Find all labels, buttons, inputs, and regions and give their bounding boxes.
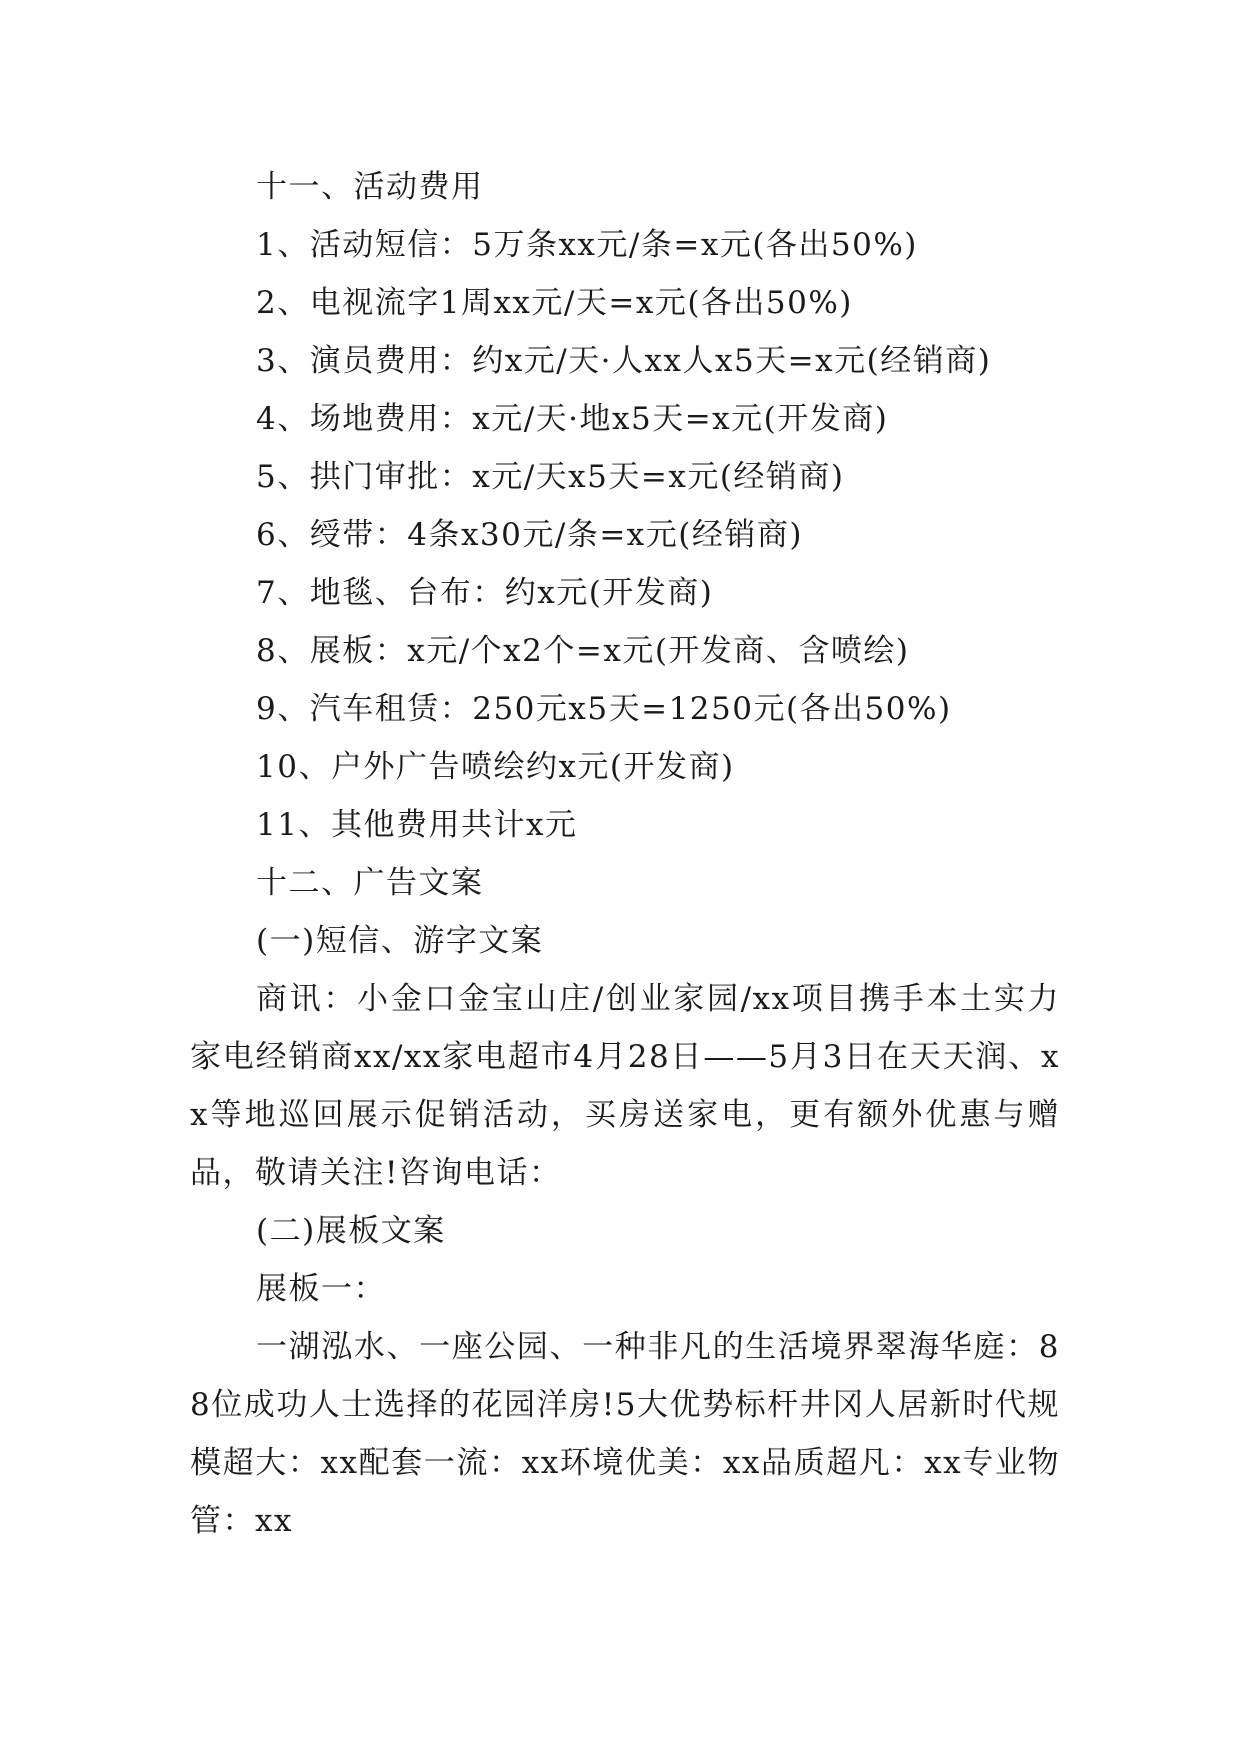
- cost-item-9: 9、汽车租赁：250元x5天=1250元(各出50%): [256, 691, 952, 727]
- cost-item-4: 4、场地费用：x元/天·地x5天=x元(开发商): [256, 401, 889, 437]
- board-one-paragraph: 一湖泓水、一座公园、一种非凡的生活境界翠海华庭：88位成功人士选择的花园洋房!5大优势标杆井冈人居新时代规模超大：xx配套一流：xx环境优美：xx品质超凡：xx专业物管：xx: [190, 1329, 1060, 1539]
- cost-item-1: 1、活动短信：5万条xx元/条=x元(各出50%): [256, 227, 918, 263]
- cost-item-8: 8、展板：x元/个x2个=x元(开发商、含喷绘): [256, 633, 910, 669]
- subheading-board-copy: (二)展板文案: [256, 1213, 446, 1249]
- cost-item-11: 11、其他费用共计x元: [256, 807, 578, 843]
- cost-item-5: 5、拱门审批：x元/天x5天=x元(经销商): [256, 459, 845, 495]
- board-one-label: 展板一：: [256, 1271, 386, 1307]
- cost-item-7: 7、地毯、台布：约x元(开发商): [256, 575, 714, 611]
- cost-item-10: 10、户外广告喷绘约x元(开发商): [256, 749, 735, 785]
- document-body: [190, 158, 1060, 1550]
- cost-item-6: 6、绶带：4条x30元/条=x元(经销商): [256, 517, 803, 553]
- section-heading-activity-costs: 十一、活动费用: [256, 169, 484, 205]
- sms-copy-paragraph: 商讯：小金口金宝山庄/创业家园/xx项目携手本土实力家电经销商xx/xx家电超市4月28日——5月3日在天天润、xx等地巡回展示促销活动，买房送家电，更有额外优惠与赠品，敬请关注!咨询电话：: [190, 981, 1060, 1191]
- section-heading-ad-copy: 十二、广告文案: [256, 865, 484, 901]
- cost-item-3: 3、演员费用：约x元/天·人xx人x5天=x元(经销商): [256, 343, 992, 379]
- cost-item-2: 2、电视流字1周xx元/天=x元(各出50%): [256, 285, 853, 321]
- subheading-sms-copy: (一)短信、游字文案: [256, 923, 544, 959]
